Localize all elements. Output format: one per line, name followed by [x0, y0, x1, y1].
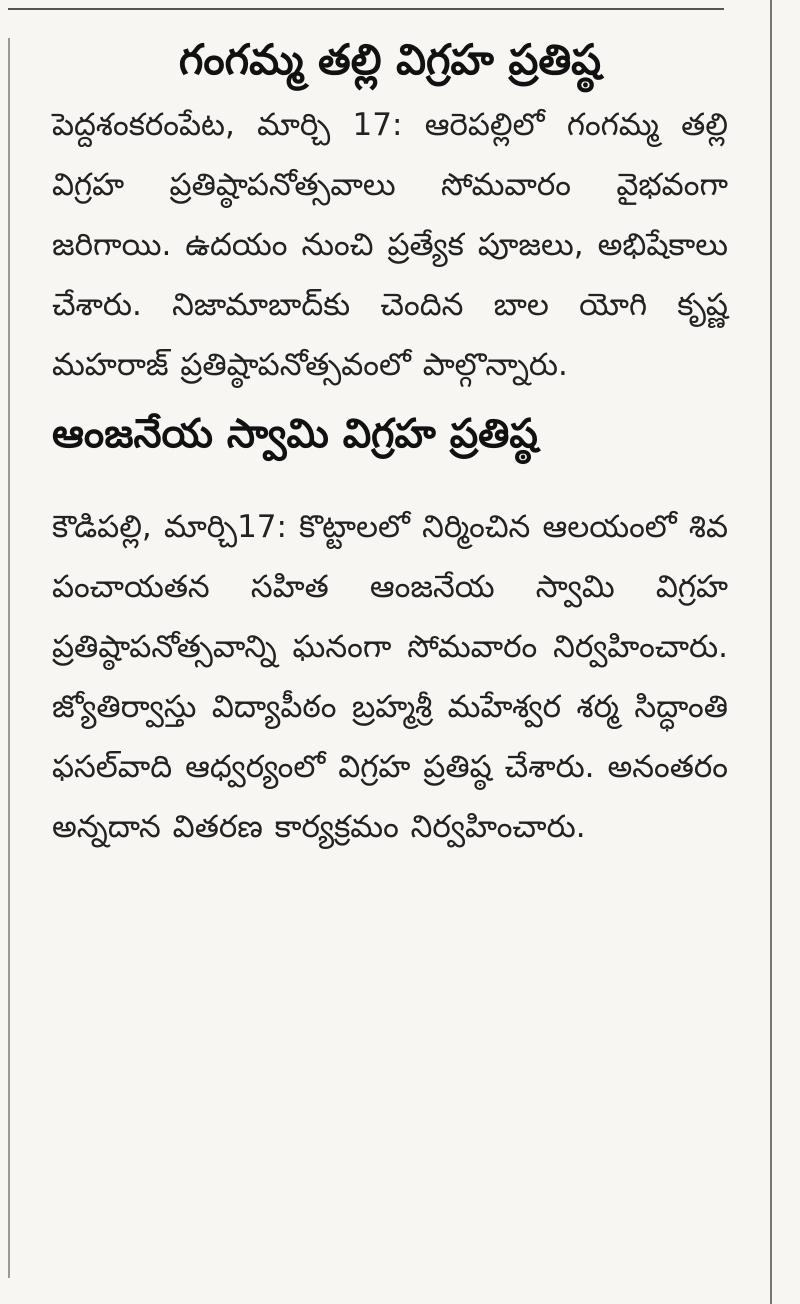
news-column [52, 34, 728, 857]
right-column-rule [770, 0, 772, 1304]
article1-headline: గంగమ్మ తల్లి విగ్రహ ప్రతిష్ఠ [178, 35, 602, 84]
top-rule [8, 8, 724, 10]
article1-body: పెద్దశంకరంపేట, మార్చి 17: ఆరెపల్లిలో గంగమ్మ తల్లి విగ్రహ ప్రతిష్ఠాపనోత్సవాలు సోమవారం వైభవంగా జరిగాయి. ఉదయం నుంచి ప్రత్యేక పూజలు, అభిషేకాలు చేశారు. నిజామాబాద్‌కు చెందిన బాల యోగి కృష్ణ మహరాజ్ ప్రతిష్ఠాపనోత్సవంలో పాల్గొన్నారు. [52, 106, 728, 383]
left-column-rule [8, 38, 10, 1278]
article2-body: కౌడిపల్లి, మార్చి17: కొట్టాలలో నిర్మించిన ఆలయంలో శివ పంచాయతన సహిత ఆంజనేయ స్వామి విగ్రహ ప్రతిష్ఠాపనోత్సవాన్ని ఘనంగా సోమవారం నిర్వహించారు. జ్యోతిర్వాస్తు విద్యాపీఠం బ్రహ్మశ్రీ మహేశ్వర శర్మ సిద్ధాంతి ఫసల్‌వాది ఆధ్వర్యంలో విగ్రహ ప్రతిష్ఠ చేశారు. అనంతరం అన్నదాన వితరణ కార్యక్రమం నిర్వహించారు. [52, 508, 728, 845]
article2-headline: ఆంజనేయ స్వామి విగ్రహ ప్రతిష్ఠ [52, 410, 538, 457]
